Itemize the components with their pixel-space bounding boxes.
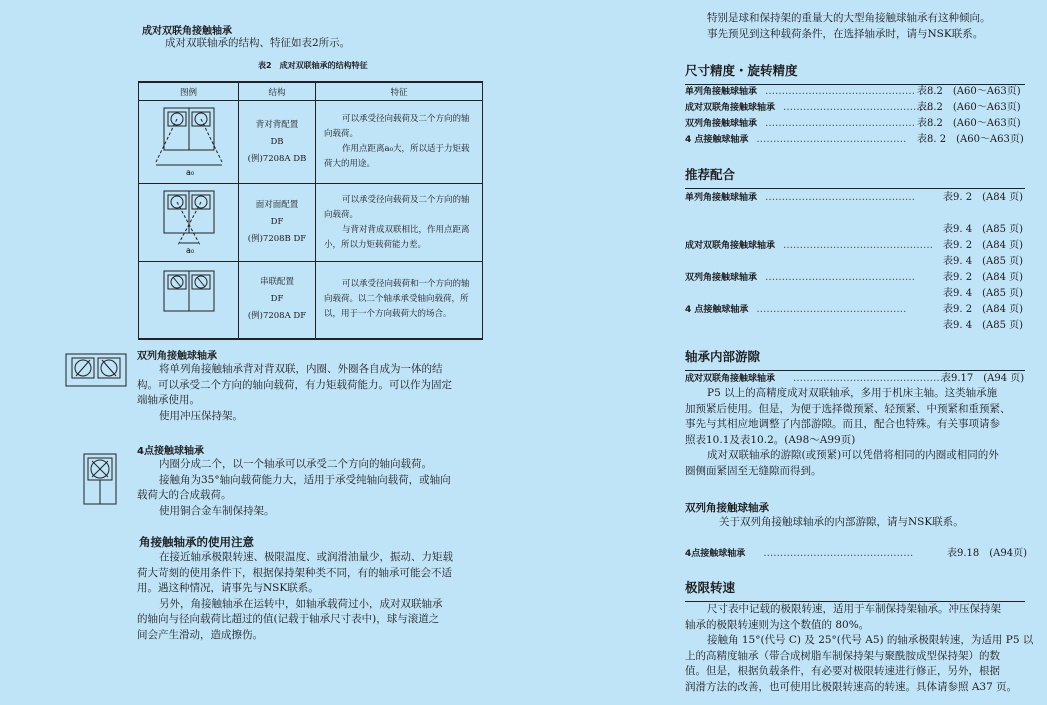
paragraph-line: 特别是球和保持架的重量大的大型角接触球轴承有这种倾向。 — [707, 12, 991, 24]
feature-line: 荷大的用途。 — [324, 159, 376, 169]
feature-line: 与背对背成双联相比，作用点距离 — [342, 224, 470, 235]
feature-line: 向载荷。以二个轴承承受轴向载荷，所 — [324, 294, 469, 305]
double-row-clearance-title: 双列角接触球轴承 — [685, 502, 769, 514]
list-item: 4 点接触球轴承 ……………………………………… 表9. 2 (A84 页) — [685, 304, 1024, 315]
header-legend: 图例 — [139, 82, 239, 101]
table-row — [139, 184, 483, 262]
caution-title: 角接触轴承的使用注意 — [139, 535, 254, 549]
paragraph-line: 内圈分成二个，以一个轴承可以承受二个方向的轴向载荷。 — [159, 458, 432, 470]
list-item: 成对双联角接触球轴承 ……………………………………… 表8.2 (A60～A63页) — [685, 102, 1021, 113]
paragraph-line: 接触角为35°轴向载荷能力大，适用于承受纯轴向载荷，或轴向 — [159, 473, 451, 486]
structure-code: DF — [270, 294, 284, 305]
four-point-clearance-row: 4点接触球轴承 ……………………………………… 表9.18 (A94页) — [685, 548, 1028, 559]
tandem-arrangement-diagram — [140, 263, 237, 333]
paired-intro: 成对双联轴承的结构、特征如表2所示。 — [165, 37, 351, 49]
structure-code: DB — [270, 136, 284, 147]
paired-section-title: 成对双联角接触轴承 — [142, 26, 232, 37]
feature-line: 向载荷。 — [324, 209, 359, 220]
list-item: 表9. 4 (A85 页) — [943, 224, 1024, 235]
table-caption: 表2 成对双联轴承的结构特征 — [258, 61, 368, 70]
paragraph-line: 成对双联轴承的游隙(或预紧)可以凭借将相同的内圈或相同的外 — [707, 449, 999, 461]
structure-code: DF — [270, 217, 284, 227]
four-point-bearing-diagram — [80, 450, 120, 508]
feature-line: 可以承受径向载荷及二个方向的轴 — [342, 114, 470, 124]
list-item: 表9. 4 (A85 页) — [943, 320, 1024, 331]
svg-text:a₀: a₀ — [186, 246, 195, 255]
list-item: 表9. 4 (A85 页) — [943, 288, 1024, 299]
paragraph-line: 构。可以承受二个方向的轴向载荷，有力矩载荷能力。可以作为固定 — [137, 378, 452, 391]
list-item: 单列角接触球轴承 ……………………………………… 表8.2 (A60～A63页) — [685, 86, 1021, 97]
list-item: 4 点接触球轴承 ……………………………………… 表8. 2 (A60～A63页) — [685, 134, 1024, 145]
diagram-cell — [139, 184, 239, 262]
table-header-row — [139, 82, 483, 101]
paragraph-line: 在接近轴承极限转速、极限温度、或润滑油量少，振动、力矩载 — [159, 551, 453, 563]
double-row-clearance-text: 关于双列角接触球轴承的内部游隙，请与NSK联系。 — [719, 516, 964, 528]
paragraph-line: 值。但是，根据负载条件，有必要对极限转速进行修正，另外，根据 — [685, 665, 1000, 677]
svg-text:a₀: a₀ — [186, 168, 195, 177]
paragraph-line: 接触角 15°(代号 C) 及 25°(代号 A5) 的轴承极限转速，为适用 P5 以 — [707, 634, 1034, 646]
paragraph-line: 上的高精度轴承（带合成树脂车制保持架与聚酰胺成型保持架）的数 — [685, 649, 1000, 662]
paragraph-line: P5 以上的高精度成对双联轴承，多用于机床主轴。这类轴承施 — [707, 387, 998, 399]
accuracy-list — [685, 84, 1025, 148]
four-point-title: 4点接触球轴承 — [137, 446, 204, 457]
structure-example: (例)7208B DF — [247, 234, 307, 244]
clearance-row: 成对双联角接触球轴承 ……………………………………… 表9.17 (A94 页) — [685, 373, 1025, 384]
diagram-cell — [139, 262, 239, 339]
paragraph-line: 事先与其相应地调整了内部游隙。而且，配合也特殊。有关事项请参 — [685, 418, 1000, 430]
feature-cell — [316, 262, 483, 339]
fit-list — [685, 190, 1025, 334]
structure-cell — [239, 101, 316, 184]
paragraph-line: 圈侧面紧固至无缝隙而得到。 — [685, 464, 822, 477]
paragraph-line: 的轴向与径向载荷比超过的值(记载于轴承尺寸表中)，球与滚道之 — [137, 613, 440, 625]
structure-name: 面对面配置 — [255, 200, 299, 210]
paragraph-line: 照表10.1及表10.2。(A98～A99页) — [685, 433, 856, 446]
table-row — [139, 262, 483, 339]
feature-line: 可以承受径向载荷及二个方向的轴 — [342, 194, 470, 205]
list-item: 成对双联角接触球轴承 ……………………………………… 表9. 2 (A84 页) — [685, 240, 1024, 251]
db-arrangement-diagram — [140, 102, 237, 179]
feature-line: 作用点距离a₀大，所以适于力矩载 — [342, 144, 470, 154]
list-item: 双列角接触球轴承 ……………………………………… 表9. 2 (A84 页) — [685, 272, 1024, 283]
accuracy-title: 尺寸精度・旋转精度 — [685, 61, 1025, 85]
paragraph-line: 轴承的极限转速则为这个数值的 80%。 — [685, 618, 870, 631]
fit-title: 推荐配合 — [685, 165, 1025, 189]
structure-cell — [239, 184, 316, 262]
header-structure: 结构 — [239, 82, 316, 101]
structure-name: 串联配置 — [259, 277, 294, 288]
feature-line: 可以承受径向载荷和一个方向的轴 — [342, 279, 470, 290]
paragraph-line: 另外，角接触轴承在运转中，如轴承载荷过小，成对双联轴承 — [159, 597, 443, 610]
paragraph-line: 将单列角接触轴承背对背双联，内圈、外圈各自成为一体的结 — [159, 363, 443, 375]
double-row-bearing-diagram — [64, 350, 128, 390]
paragraph-line: 事先预见到这种载荷条件，在选择轴承时，请与NSK联系。 — [707, 27, 984, 40]
speed-text — [685, 602, 1045, 695]
feature-line: 向载荷。 — [324, 129, 359, 139]
double-row-title: 双列角接触球轴承 — [137, 351, 217, 362]
diagram-cell — [139, 101, 239, 184]
structure-name: 背对背配置 — [255, 119, 299, 130]
paragraph-line: 使用冲压保持架。 — [159, 409, 243, 422]
structure-cell — [239, 262, 316, 339]
clearance-text — [685, 386, 1040, 479]
paragraph-line: 使用铜合金车制保持架。 — [159, 504, 275, 517]
four-point-text — [137, 457, 482, 519]
list-item: 表9. 4 (A85 页) — [943, 256, 1024, 267]
paragraph-line: 端轴承使用。 — [137, 394, 200, 406]
clearance-title: 轴承内部游隙 — [685, 347, 1025, 371]
structure-example: (例)7208A DF — [247, 311, 307, 322]
paragraph-line: 加预紧后使用。但是，为便于选择微预紧、轻预紧、中预紧和重预紧、 — [685, 402, 1011, 415]
feature-cell — [316, 184, 483, 262]
feature-cell — [316, 101, 483, 184]
feature-line: 以，用于一个方向载荷大的场合。 — [324, 309, 452, 320]
speed-title: 极限转速 — [685, 578, 1025, 602]
df-arrangement-diagram — [140, 185, 237, 257]
top-continuation-text — [685, 11, 1040, 42]
structure-example: (例)7208A DB — [247, 153, 307, 164]
structure-table — [138, 81, 483, 340]
paragraph-line: 载荷大的合成载荷。 — [137, 489, 232, 501]
paragraph-line: 润滑方法的改善，也可使用比极限转速高的转速。具体请参照 A37 页。 — [685, 680, 1018, 693]
list-item: 双列角接触球轴承 ……………………………………… 表8.2 (A60～A63页) — [685, 118, 1021, 129]
double-row-text — [137, 362, 482, 424]
paragraph-line: 尺寸表中记载的极限转速，适用于车制保持架轴承。冲压保持架 — [707, 603, 1001, 615]
table-row — [139, 101, 483, 184]
paragraph-line: 用。遇这种情况，请事先与NSK联系。 — [137, 582, 319, 594]
paragraph-line: 荷大苛刻的使用条件下，根据保持架种类不同，有的轴承可能会不适 — [137, 566, 452, 579]
header-feature: 特征 — [316, 82, 483, 101]
caution-text — [137, 550, 482, 643]
paragraph-line: 间会产生滑动，造成擦伤。 — [137, 628, 263, 641]
feature-line: 小，所以力矩载荷能力差。 — [324, 239, 427, 250]
list-item: 单列角接触球轴承 ……………………………………… 表9. 2 (A84 页) — [685, 192, 1024, 203]
